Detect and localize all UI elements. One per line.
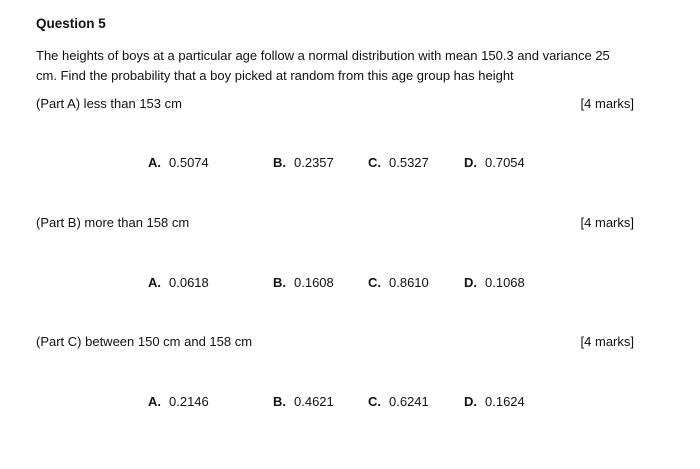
option-value: 0.8610 (389, 275, 429, 290)
part-c-label: (Part C) between 150 cm and 158 cm (36, 334, 253, 349)
part-b-option-c[interactable] (368, 275, 429, 290)
part-c-header (36, 334, 634, 349)
option-letter: C. (368, 155, 381, 170)
part-a-option-a[interactable] (148, 155, 209, 170)
option-letter: C. (368, 275, 381, 290)
part-b-marks: [4 marks] (580, 215, 634, 230)
option-value: 0.2146 (169, 394, 209, 409)
option-value: 0.1624 (485, 394, 525, 409)
part-c-option-c[interactable] (368, 394, 429, 409)
part-c-option-d[interactable] (464, 394, 525, 409)
option-value: 0.5327 (389, 155, 429, 170)
option-value: 0.2357 (294, 155, 334, 170)
option-letter: D. (464, 155, 477, 170)
option-value: 0.7054 (485, 155, 525, 170)
part-a-header (36, 96, 634, 111)
part-c-option-a[interactable] (148, 394, 209, 409)
part-c-options (0, 394, 700, 414)
option-letter: A. (148, 155, 161, 170)
option-value: 0.4621 (294, 394, 334, 409)
part-b-header (36, 215, 634, 230)
part-a-label: (Part A) less than 153 cm (36, 96, 182, 111)
question-stem (36, 46, 656, 86)
question-stem-line-2: cm. Find the probability that a boy picked at random from this age group has height (36, 68, 514, 83)
part-a-option-d[interactable] (464, 155, 525, 170)
part-b-option-a[interactable] (148, 275, 209, 290)
part-b-option-b[interactable] (273, 275, 334, 290)
option-letter: B. (273, 394, 286, 409)
part-a-options (0, 155, 700, 175)
option-value: 0.1608 (294, 275, 334, 290)
option-letter: D. (464, 394, 477, 409)
part-b-options (0, 275, 700, 295)
option-value: 0.0618 (169, 275, 209, 290)
option-letter: B. (273, 155, 286, 170)
option-letter: B. (273, 275, 286, 290)
part-a-option-b[interactable] (273, 155, 334, 170)
part-a-marks: [4 marks] (580, 96, 634, 111)
option-value: 0.6241 (389, 394, 429, 409)
option-value: 0.5074 (169, 155, 209, 170)
part-c-option-b[interactable] (273, 394, 334, 409)
question-stem-line-1: The heights of boys at a particular age follow a normal distribution with mean 150.3 and variance 25 (36, 48, 610, 63)
question-title: Question 5 (36, 16, 106, 31)
option-letter: C. (368, 394, 381, 409)
option-letter: A. (148, 394, 161, 409)
option-value: 0.1068 (485, 275, 525, 290)
option-letter: D. (464, 275, 477, 290)
option-letter: A. (148, 275, 161, 290)
part-a-option-c[interactable] (368, 155, 429, 170)
part-b-option-d[interactable] (464, 275, 525, 290)
part-c-marks: [4 marks] (580, 334, 634, 349)
part-b-label: (Part B) more than 158 cm (36, 215, 190, 230)
